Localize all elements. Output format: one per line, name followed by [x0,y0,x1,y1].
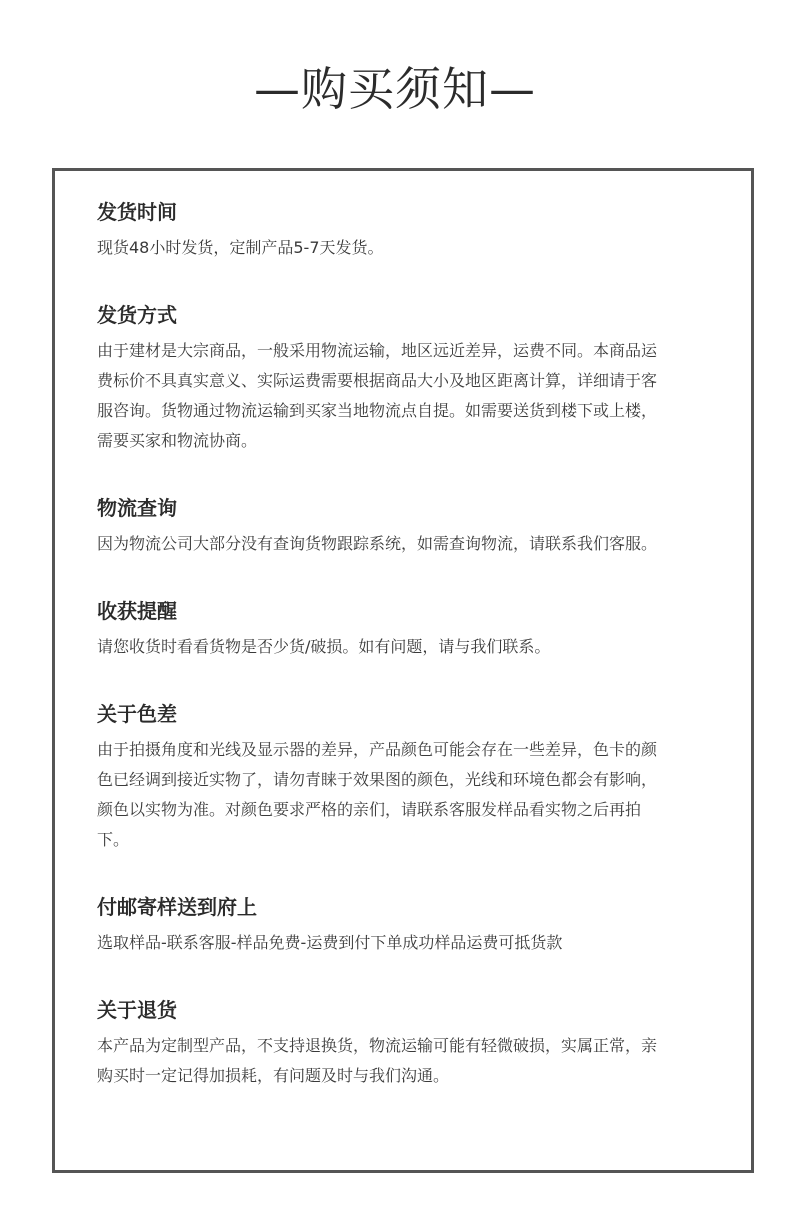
section-shipping-time [97,197,711,263]
purchase-notice-box [52,168,754,1173]
section-heading: 付邮寄样送到府上 [97,895,257,919]
section-body: 请您收货时看看货物是否少货/破损。如有问题，请与我们联系。 [97,637,551,656]
section-returns [97,995,711,1091]
section-shipping-method [97,300,711,456]
section-body: 本产品为定制型产品，不支持退换货，物流运输可能有轻微破损，实属正常，亲购买时一定记得加损耗，有问题及时与我们沟通。 [97,1036,658,1085]
section-color-difference [97,699,711,855]
section-heading: 收获提醒 [97,599,177,623]
section-logistics-tracking [97,493,711,559]
section-body: 现货48小时发货，定制产品5-7天发货。 [97,238,384,257]
section-heading: 发货方式 [97,303,177,327]
section-sample-mailing [97,892,711,958]
section-body: 因为物流公司大部分没有查询货物跟踪系统，如需查询物流，请联系我们客服。 [97,534,658,553]
section-receipt-reminder [97,596,711,662]
section-heading: 发货时间 [97,200,177,224]
section-body: 由于建材是大宗商品，一般采用物流运输，地区远近差异，运费不同。本商品运费标价不具真实意义、实际运费需要根据商品大小及地区距离计算，详细请于客服咨询。货物通过物流运输到买家当地物流点自提。如需要送货到楼下或上楼，需要买家和物流协商。 [97,341,658,450]
section-heading: 关于色差 [97,702,177,726]
section-body: 由于拍摄角度和光线及显示器的差异，产品颜色可能会存在一些差异，色卡的颜色已经调到接近实物了，请勿青睐于效果图的颜色，光线和环境色都会有影响，颜色以实物为准。对颜色要求严格的亲们，请联系客服发样品看实物之后再拍下。 [97,740,658,849]
page-title: —购买须知— [254,62,536,116]
section-heading: 关于退货 [97,998,177,1022]
section-body: 选取样品-联系客服-样品免费-运费到付下单成功样品运费可抵货款 [97,933,563,952]
section-heading: 物流查询 [97,496,177,520]
